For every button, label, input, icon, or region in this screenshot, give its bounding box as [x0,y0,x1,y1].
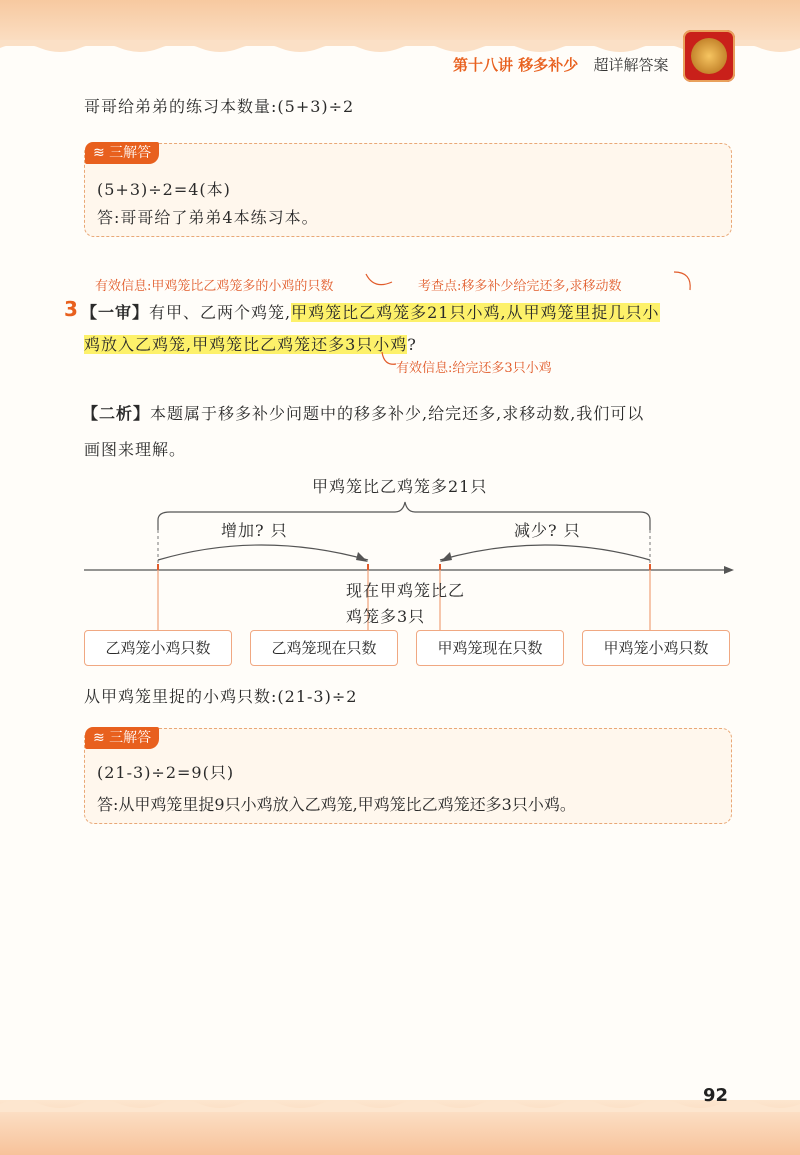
answer-line-2: 答:从甲鸡笼里捉9只小鸡放入乙鸡笼,甲鸡笼比乙鸡笼还多3只小鸡。 [97,795,576,814]
annotation-effective-info-1: 有效信息:甲鸡笼比乙鸡笼多的小鸡的只数 [95,279,334,294]
box-jia-now: 甲鸡笼现在只数 [416,630,564,666]
decrease-label: 减少? 只 [514,521,581,540]
analysis-line-2: 画图来理解。 [84,440,187,459]
intro-formula-line: 哥哥给弟弟的练习本数量:(5+3)÷2 [84,97,355,116]
chapter-title: 第十八讲 移多补少 超详解答案 [453,56,669,74]
answer-line-1: (5+3)÷2=4(本) [97,180,231,199]
analysis-tag: 【二析】 [82,404,151,423]
annotation-curve-icon [364,272,394,292]
diagram-top-label: 甲鸡笼比乙鸡笼多21只 [312,477,488,496]
answer-tag: ≋ 三解答 [85,142,159,164]
answer-line-1: (21-3)÷2=9(只) [97,763,235,782]
footer-wave-decoration [0,1092,800,1112]
question-highlight-1: 甲鸡笼比乙鸡笼多21只小鸡,从甲鸡笼里捉几只小 [291,303,660,322]
decrease-arc [440,545,650,560]
answer-line-2: 答:哥哥给了弟弟4本练习本。 [97,208,319,227]
annotation-test-point: 考查点:移多补少给完还多,求移动数 [418,279,622,294]
header-wave-decoration [0,40,800,86]
question-line-1 [81,300,660,323]
formula-line: 从甲鸡笼里捉的小鸡只数:(21-3)÷2 [84,687,358,706]
answer-tag: ≋ 三解答 [85,727,159,749]
increase-arrowhead [356,552,368,562]
box-yi-now: 乙鸡笼现在只数 [250,630,398,666]
question-mark: ? [407,335,417,354]
decrease-arrowhead [440,552,452,562]
number-line-arrow [724,566,734,574]
analysis-line-1: 【二析】本题属于移多补少问题中的移多补少,给完还多,求移动数,我们可以 [82,404,645,423]
box-jia-original: 甲鸡笼小鸡只数 [582,630,730,666]
middle-label-1: 现在甲鸡笼比乙 [346,581,466,600]
logo-emblem-icon [691,38,727,74]
answer-box-top [84,143,732,237]
annotation-effective-info-2: 有效信息:给完还多3只小鸡 [396,361,552,376]
box-yi-original: 乙鸡笼小鸡只数 [84,630,232,666]
question-highlight-2: 鸡放入乙鸡笼,甲鸡笼比乙鸡笼还多3只小鸡 [84,335,408,354]
answer-box-bottom [84,728,732,824]
increase-arc [158,545,368,560]
question-line-2 [84,332,417,355]
question-number: 3 [64,297,78,321]
header-subtitle: 超详解答案 [593,56,669,74]
book-logo-badge [683,30,735,82]
middle-label-2: 鸡笼多3只 [346,607,426,626]
review-tag: 【一审】 [81,303,150,322]
page-number: 92 [703,1085,729,1106]
increase-label: 增加? 只 [221,521,288,540]
annotation-curve-icon [672,270,700,292]
question-text-plain: 有甲、乙两个鸡笼, [149,303,292,322]
